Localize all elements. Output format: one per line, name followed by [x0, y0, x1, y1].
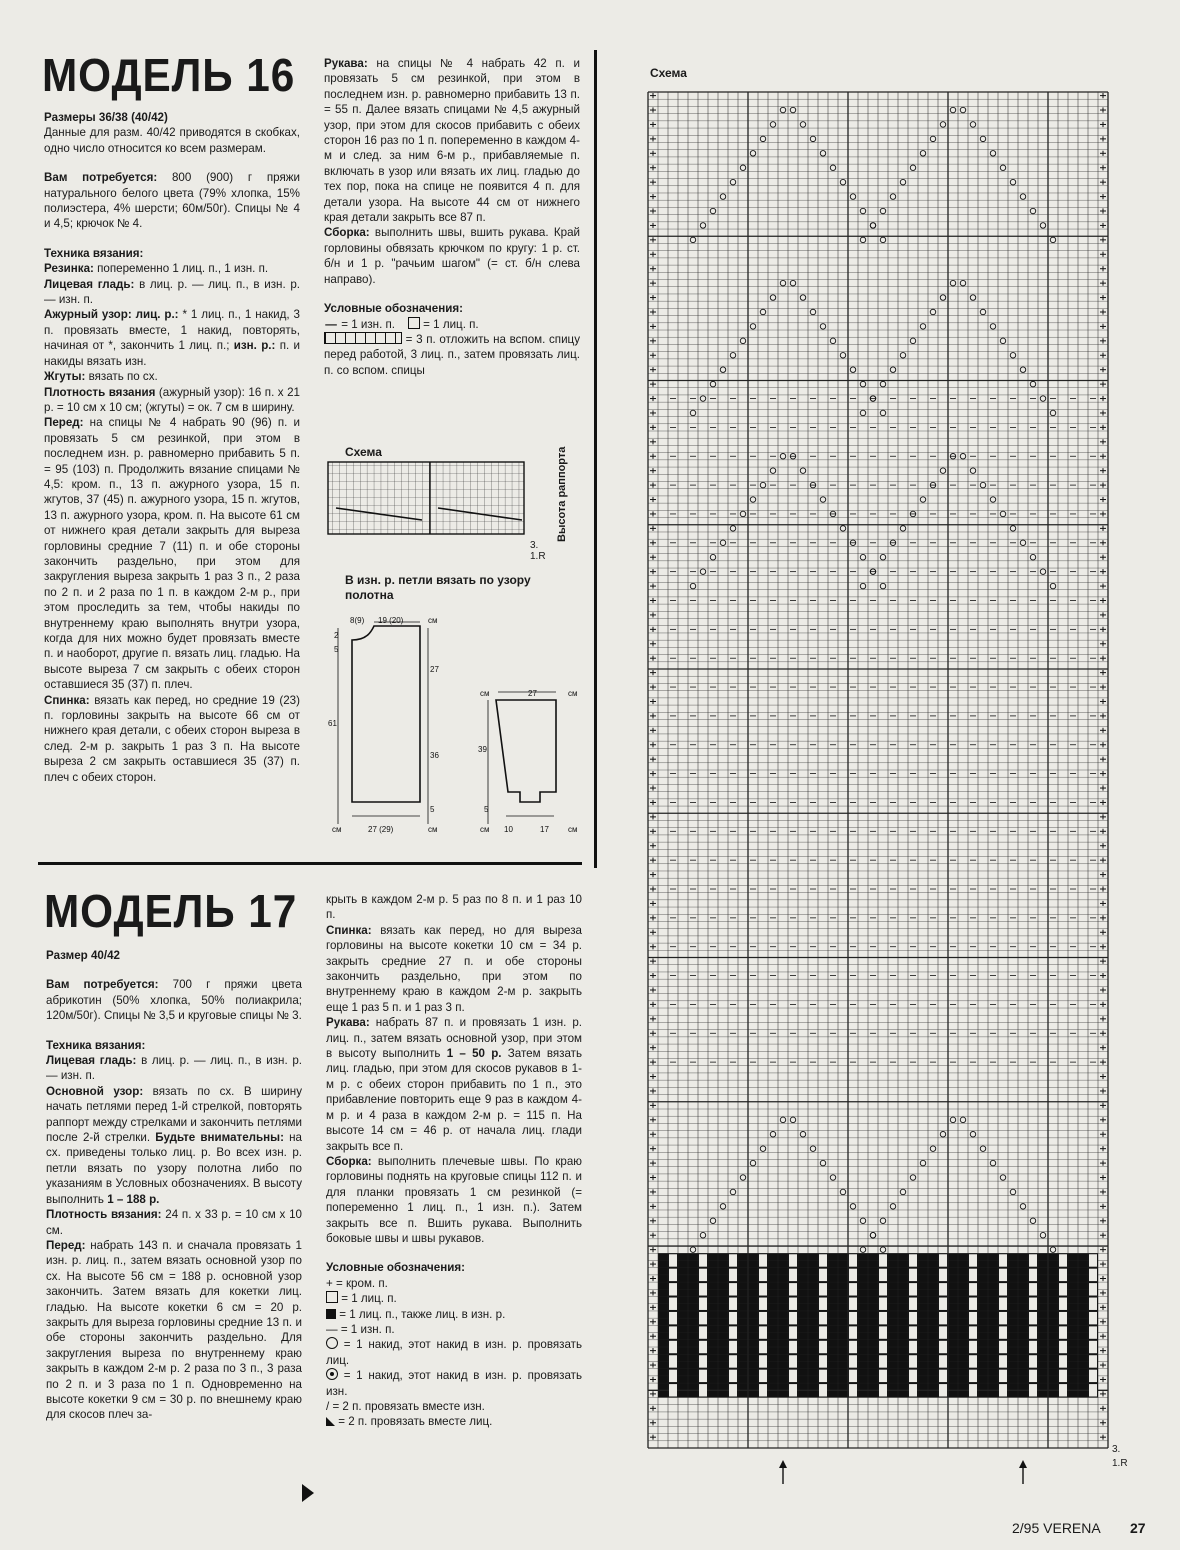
m17-need-label: Вам потребуется:	[46, 978, 159, 992]
m17-leg-4: = 1 накид, этот накид в изн. р. провязать лиц.	[326, 1338, 582, 1367]
m17-stock-label: Лицевая гладь:	[46, 1054, 137, 1068]
model16-middle-column	[324, 56, 580, 378]
vertical-divider	[594, 50, 597, 868]
m17-leg-5: = 1 накид, этот накид в изн. р. провязать изн.	[326, 1369, 582, 1398]
dg-5: 5	[334, 645, 339, 654]
m16-legend-knit: = 1 лиц. п.	[423, 317, 479, 331]
dg-s-cm-top2: см	[568, 689, 578, 698]
dot-yarn-over-icon	[326, 1368, 338, 1380]
m17-main-label: Основной узор:	[46, 1084, 144, 1098]
m17-legend-title: Условные обозначения:	[326, 1261, 465, 1275]
m16-lace-text: * 1 лиц. п., 1 накид, 3 п. провязать вместе, 1 накид, повторять, начиная от *, закончить 1 лиц. п.;	[44, 308, 300, 353]
m17-back-label: Спинка:	[326, 923, 372, 937]
m17-size-label: Размер 40/42	[46, 949, 120, 962]
footer-issue: 2/95 VERENA	[1012, 1520, 1101, 1536]
m17-main-text: вязать по сх. В ширину начать петлями перед 1-й стрелкой, повторять раппорт между стрелками и закончить петлями после 2-й стрелки.	[46, 1084, 303, 1145]
small-chart-row3: 3.	[530, 540, 539, 551]
dg-s-cm-b2: см	[568, 825, 578, 834]
next-page-arrow-icon	[302, 1484, 314, 1502]
dg-top-left: 8(9)	[350, 616, 365, 625]
footer-page-number: 27	[1130, 1520, 1146, 1536]
m16-legend-cable: = 3 п. отложить на вспом. спицу перед работой, 3 лиц. п., затем провязать лиц. п. со вспом. спицы	[324, 332, 580, 377]
small-chart-title: Схема	[345, 445, 382, 459]
m16-assembly-text: выполнить швы, вшить рукава. Край горловины обвязать крючком по кругу: 1 р. ст. б/н и 1 р. "рачьим шагом" (= ст. б/н слева направо).	[324, 226, 580, 286]
model17-left-column	[46, 948, 302, 1423]
m16-lace-text2: п. и накиды вязать изн.	[44, 339, 300, 368]
m17-leg-0: + = кром. п.	[326, 1276, 388, 1290]
m17-sleeve-text: набрать 87 п. и провязать 1 изн. р. лиц. п., затем вязать основной узор, при этом в высоту выполнить	[326, 1016, 582, 1061]
small-chart-note: В изн. р. петли вязать по узору полотна	[345, 573, 531, 602]
dg-2: 2	[334, 631, 339, 640]
m16-rib-label: Резинка:	[44, 262, 94, 276]
m16-rib-text: попеременно 1 лиц. п., 1 изн. п.	[93, 262, 269, 276]
m17-sleeve-rows: 1 – 50 р.	[446, 1047, 502, 1061]
m16-stock-text: в лиц. р. — лиц. п., в изн. р. — изн. п.	[44, 277, 300, 307]
m17-assembly-text: выполнить плечевые швы. По краю горловины поднять на круговые спицы 112 п. и для планки провязать 1 см резинкой (= попеременно 1 лиц. п., 1 изн. п.). Затем закрыть все п. Вшить рукава. Выполнить боковые швы и швы рукавов.	[326, 1154, 582, 1245]
dg-s-cm-b: см	[480, 825, 490, 834]
big-chart-row1: 1.R	[1112, 1458, 1128, 1469]
small-chart-row1: 1.R	[530, 551, 546, 562]
m17-leg-7: = 2 п. провязать вместе лиц.	[338, 1415, 493, 1429]
big-chart-row3: 3.	[1112, 1444, 1121, 1455]
m17-sleeve-text2: Затем вязать лиц. гладью, при этом для скосов рукавов в 1-м р. с обеих сторон прибавить по 1 п., это прибавление повторить еще 9 раз в каждом 4-м р. и 4 раза в каждом 2-м р. = 115 п. На высоте 14 см = 46 р. от начала лиц. глади закрыть все п.	[326, 1047, 582, 1153]
dg-36: 36	[430, 751, 439, 760]
garment-diagrams	[328, 616, 584, 838]
small-cable-chart	[326, 458, 526, 538]
dg-s5: 5	[484, 805, 489, 814]
dg-cm-bl: см	[332, 825, 342, 834]
m17-leg-6: / = 2 п. провязать вместе изн.	[326, 1400, 485, 1413]
knit-box-icon	[408, 317, 420, 329]
m17-stock-text: в лиц. р. — лиц. п., в изн. р. — изн. п.	[46, 1054, 302, 1083]
m16-sleeve-text: на спицы № 4 набрать 42 п. и провязать 5 см резинкой, при этом в последнем изн. р. равномерно прибавить 13 п. = 55 п. Далее вязать спицами № 4,5 ажурный узор, при этом для скосов прибавить с обеих сторон 16 раз по 1 п. попеременно в каждом 4-м и след. за ним 6-м р., прибавляемые п. включать в узор или вязать их лиц. гладью до тех пор, пока на спице не появится 4 п. для детали узора. На высоте 44 см от нижнего края детали закрыть все 87 п.	[324, 57, 580, 225]
m17-assembly-label: Сборка:	[326, 1154, 372, 1168]
dg-27: 27	[430, 665, 439, 674]
m17-attn-label: Будьте внимательны:	[155, 1131, 284, 1145]
m17-front-label: Перед:	[46, 1238, 86, 1252]
dg-s39: 39	[478, 745, 487, 754]
m16-cable-text: вязать по сх.	[85, 370, 158, 384]
dg-61: 61	[328, 719, 337, 728]
section-divider	[38, 862, 582, 865]
m16-sizes-note: Данные для разм. 40/42 приводятся в скобках, одно число относится ко всем размерам.	[44, 126, 300, 155]
filled-box-icon	[326, 1309, 336, 1319]
m17-attn-text: на сх. приведены только лиц. р. Во всех изн. р. петли вязать по узору полотна либо по указаниям в Условных обозначениях. В высоту выполнить	[46, 1131, 302, 1206]
dg-s17: 17	[540, 825, 549, 834]
m16-lace-label2: изн. р.:	[233, 339, 276, 353]
m16-need-label: Вам потребуется:	[44, 171, 158, 185]
dg-s-cm-top: см	[480, 689, 490, 698]
m16-legend-purl: = 1 изн. п.	[341, 317, 396, 331]
m16-front-text: на спицы № 4 набрать 90 (96) п. и провязать 5 см резинкой, при этом в последнем изн. р. равномерно прибавить 5 п. = 95 (103) п. Продолжить вязание спицами № 4,5: кром. п., 13 п. ажурного узора, 15 п. жгутов, 37 (45) п. ажурного узора, 15 п. жгутов, 13 п. ажурного узора, кром. п. На высоте 61 см от нижнего края детали закрыть для выреза горловины средние 7 (11) п. и обе стороны закончить раздельно, при этом для закругления выреза закрыть 1 раз 3 п., 2 раза по 2 п. и 2 раза по 1 п. в каждом 2-м р., при этом проследить за тем, чтобы накиды по внутреннему краю выполнять внутри узора, когда для них можно будет провязать вместе п. и наоборот, другие п. вязать лиц. гладью. На высоте выреза 7 см закрыть с обеих сторон оставшиеся 35 (37) п. плеч.	[44, 416, 300, 692]
dg-cm-br: см	[428, 825, 438, 834]
k2tog-triangle-icon	[326, 1417, 335, 1426]
m16-cable-label: Жгуты:	[44, 370, 86, 384]
m16-front-label: Перед:	[44, 416, 84, 430]
m16-gauge-label: Плотность вязания	[44, 385, 156, 399]
m17-leg-3: — = 1 изн. п.	[326, 1322, 395, 1336]
knit-box-icon	[326, 1291, 338, 1303]
m17-front-text: набрать 143 п. и сначала провязать 1 изн. р. лиц. п., затем вязать основной узор по сх. На высоте 56 см = 188 р. основной узор закончить. Затем вязать для кокетки лиц. гладью. На высоте кокетки 6 см = 20 р. закрыть для выреза горловины средние 13 п. и обе стороны закончить раздельно. Для закругления выреза по внутреннему краю закрыть в каждом 2-м р. 2 раза по 3 п., 3 раза по 2 п. и 3 раза по 1 п. Одновременно на высоте кокетки 9 см = 30 р. по внешнему краю для скосов плеч за-	[46, 1238, 302, 1422]
m16-sleeve-label: Рукава:	[324, 57, 368, 70]
m16-stock-label: Лицевая гладь:	[44, 277, 135, 291]
m17-attn-rows: 1 – 188 р.	[107, 1192, 160, 1206]
m17-tech-label: Техника вязания:	[46, 1038, 146, 1052]
m16-gauge-text: (ажурный узор): 16 п. x 21 р. = 10 см x 10 см; (жгуты) = ок. 7 см в ширину.	[44, 385, 300, 414]
yarn-over-icon	[326, 1337, 338, 1349]
dg-bottom: 27 (29)	[368, 825, 394, 834]
m17-leg-2: = 1 лиц. п., также лиц. в изн. р.	[339, 1307, 506, 1321]
model16-title: МОДЕЛЬ 16	[42, 49, 296, 101]
m16-back-text: вязать как перед, но средние 19 (23) п. горловины закрыть на высоте 66 см от нижнего края детали, с обеих сторон выреза в след. 2-м р. закрыть 1 раз 3 п. На высоте выреза 2 см закрыть оставшиеся 35 (37) п. плеч с обеих сторон.	[44, 693, 300, 784]
m17-back-text: вязать как перед, но для выреза горловины на высоте кокетки 10 см = 34 р. закрыть средние 27 п. и обе стороны закончить раздельно, при этом по внутреннему краю в каждом 2-м р. закрыть еще 1 раз 5 п. и 1 раз 3 п.	[326, 923, 582, 1014]
m17-need-text: 700 г пряжи цвета абрикотин (50% хлопка, 50% полиакрила; 120м/50г). Спицы № 3,5 и круговые спицы № 3.	[46, 978, 302, 1023]
small-chart-side-label: Высота раппорта	[556, 446, 568, 542]
cable-cross-icon	[324, 332, 402, 344]
m17-leg-1: = 1 лиц. п.	[341, 1292, 397, 1306]
model17-middle-column	[326, 892, 582, 1430]
m17-gauge-text: 24 п. x 33 р. = 10 см x 10 см.	[46, 1208, 302, 1237]
m17-sleeve-label: Рукава:	[326, 1016, 370, 1030]
dg-cm-top: см	[428, 616, 438, 625]
dg-s10: 10	[504, 825, 513, 834]
dg-s27: 27	[528, 689, 537, 698]
knitting-chart	[640, 84, 1180, 1514]
m16-need-text: 800 (900) г пряжи натурального белого цвета (79% хлопка, 15% полиэстера, 4% шерсти; 60м/50г). Спицы № 4 и 4,5; крючок № 4.	[44, 171, 300, 231]
dg-top-mid: 19 (20)	[378, 616, 404, 625]
purl-dash-icon: —	[325, 317, 337, 331]
m16-sizes-label: Размеры 36/38 (40/42)	[44, 111, 168, 124]
model17-title: МОДЕЛЬ 17	[44, 885, 298, 937]
m17-c2-text1: крыть в каждом 2-м р. 5 раз по 8 п. и 1 раз 10 п.	[326, 893, 582, 922]
big-chart-title: Схема	[650, 66, 687, 80]
m16-lace-label: Ажурный узор: лиц. р.:	[44, 308, 179, 322]
m16-back-label: Спинка:	[44, 693, 90, 707]
model16-left-column	[44, 110, 300, 785]
m16-assembly-label: Сборка:	[324, 226, 370, 240]
dg-5b: 5	[430, 805, 435, 814]
m16-tech-label: Техника вязания:	[44, 246, 144, 260]
m17-gauge-label: Плотность вязания:	[46, 1208, 162, 1222]
m16-legend-title: Условные обозначения:	[324, 302, 463, 316]
